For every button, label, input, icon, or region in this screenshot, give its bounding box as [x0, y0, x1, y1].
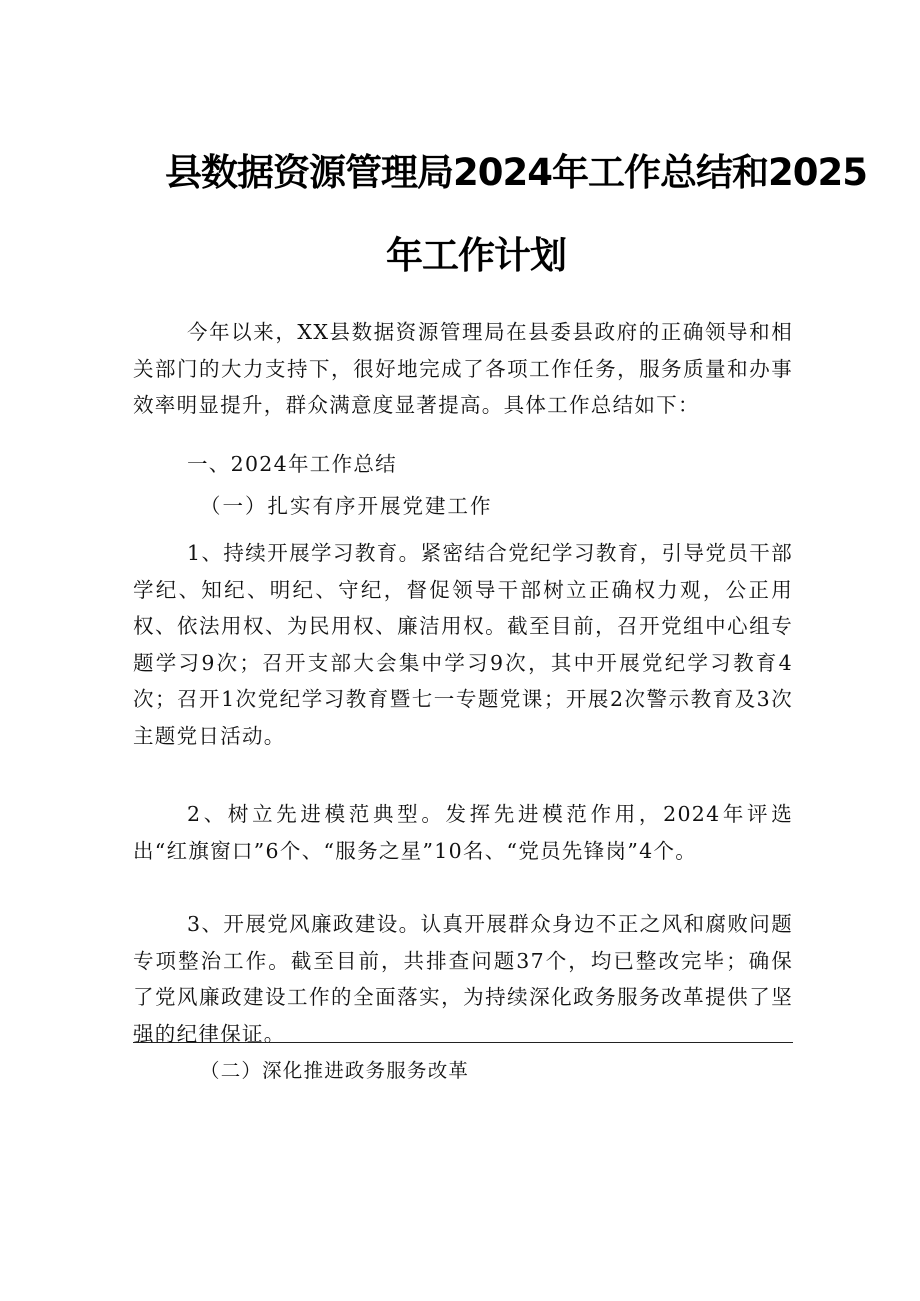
subsection-heading-party-building: （一）扎实有序开展党建工作: [200, 494, 493, 518]
intro-paragraph: 今年以来，XX县数据资源管理局在县委县政府的正确领导和相关部门的大力支持下，很好地完成了各项工作任务，服务质量和办事效率明显提升，群众满意度显著提高。具体工作总结如下：: [133, 320, 793, 417]
item-paragraph-model-examples: 2、树立先进模范典型。发挥先进模范作用，2024年评选出“红旗窗口”6个、“服务之星”10名、“党员先锋岗”4个。: [133, 802, 793, 863]
item-paragraph-study-education: 1、持续开展学习教育。紧密结合党纪学习教育，引导党员干部学纪、知纪、明纪、守纪，督促领导干部树立正确权力观，公正用权、依法用权、为民用权、廉洁用权。截至目前，召开党组中心组专题学习9次；召开支部大会集中学习9次，其中开展党纪学习教育4次；召开1次党纪学习教育暨七一专题党课；开展2次警示教育及3次主题党日活动。: [133, 541, 793, 748]
section-heading-work-summary: 一、2024年工作总结: [187, 452, 397, 476]
subsection-heading-service-reform: （二）深化推进政务服务改革: [200, 1059, 470, 1082]
document-title-line-2: 年工作计划: [386, 234, 566, 277]
document-title-line-1: 县数据资源管理局2024年工作总结和2025: [165, 151, 867, 194]
item-paragraph-clean-governance: 3、开展党风廉政建设。认真开展群众身边不正之风和腐败问题专项整治工作。截至目前，共排查问题37个，均已整改完毕；确保了党风廉政建设工作的全面落实，为持续深化政务服务改革提供了坚强的纪律保证。: [133, 912, 793, 1046]
page-divider-line: [133, 1042, 793, 1043]
